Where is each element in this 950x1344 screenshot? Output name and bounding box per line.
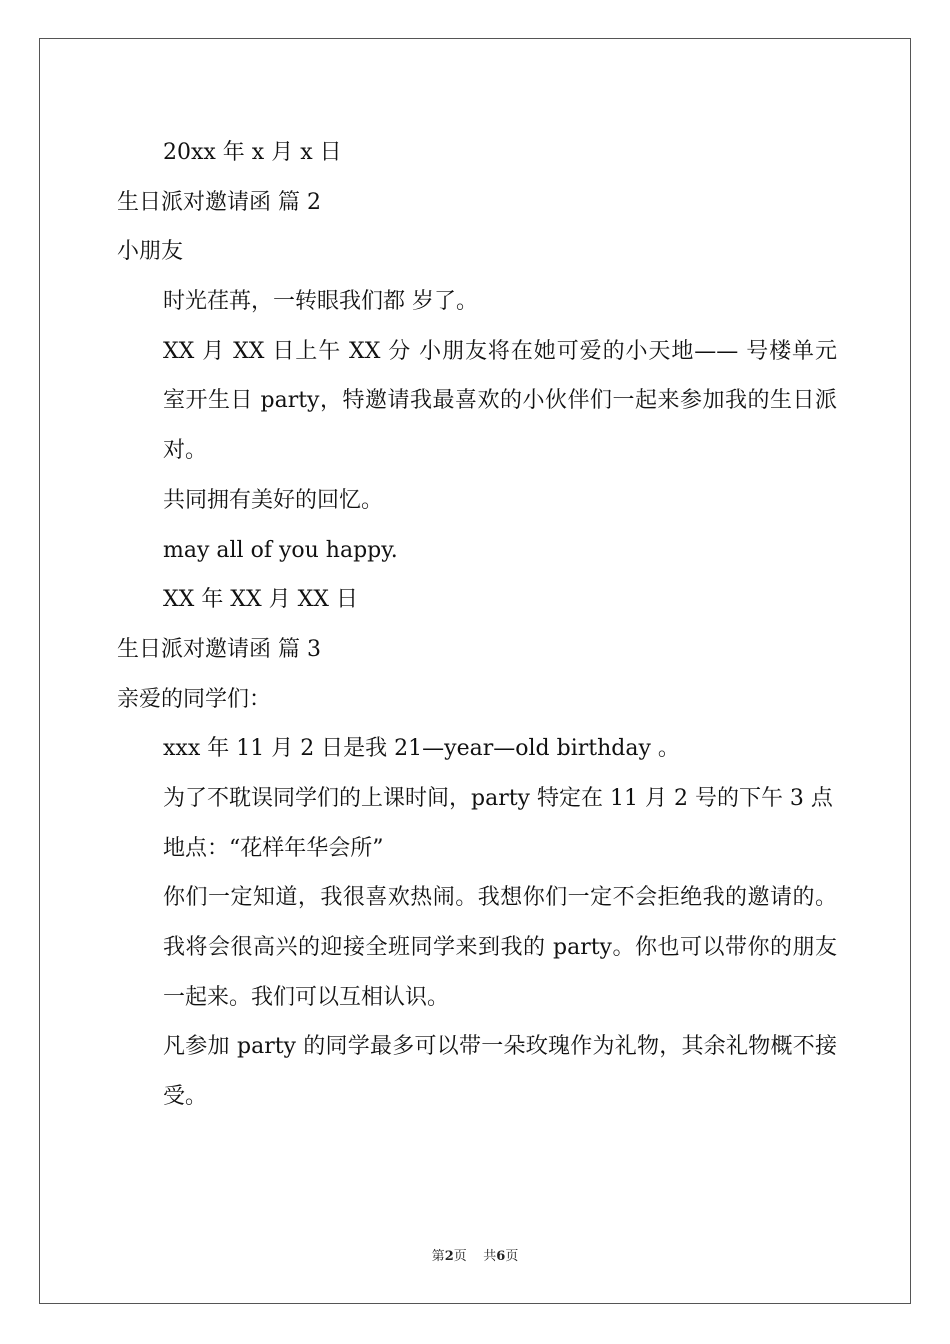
paragraph: 为了不耽误同学们的上课时间，party 特定在 11 月 2 号的下午 3 点 [163,785,833,811]
paragraph: 共同拥有美好的回忆。 [163,487,384,513]
total-pages-number: 6 [496,1249,506,1264]
paragraph: 时光荏苒，一转眼我们都 岁了。 [163,289,478,315]
paragraph: 地点：“花样年华会所” [163,835,384,861]
footer-mid: 页 共 [453,1249,497,1264]
current-page-number: 2 [444,1249,454,1264]
date-line: XX 年 XX 月 XX 日 [163,587,358,613]
date-line: 20xx 年 x 月 x 日 [163,140,342,165]
footer-suffix: 页 [505,1249,519,1264]
section-heading: 生日派对邀请函 篇 2 [117,189,321,215]
salutation: 亲爱的同学们： [117,686,272,712]
document-body [117,128,837,1122]
paragraph: xxx 年 11 月 2 日是我 21—year—old birthday 。 [163,736,680,762]
paragraph: 凡参加 party 的同学最多可以带一朵玫瑰作为礼物，其余礼物概不接受。 [163,1034,837,1110]
section-heading: 生日派对邀请函 篇 3 [117,636,321,662]
paragraph: 你们一定知道，我很喜欢热闹。我想你们一定不会拒绝我的邀请的。我将会很高兴的迎接全班同学来到我的 party。你也可以带你的朋友一起来。我们可以互相认识。 [163,885,837,1010]
paragraph: XX 月 XX 日上午 XX 分 小朋友将在她可爱的小天地—— 号楼单元 室开生日 party，特邀请我最喜欢的小伙伴们一起来参加我的生日派对。 [163,338,837,464]
salutation: 小朋友 [117,239,184,265]
footer-prefix: 第 [431,1249,445,1264]
paragraph: may all of you happy. [163,537,398,563]
page-footer [0,1245,950,1264]
